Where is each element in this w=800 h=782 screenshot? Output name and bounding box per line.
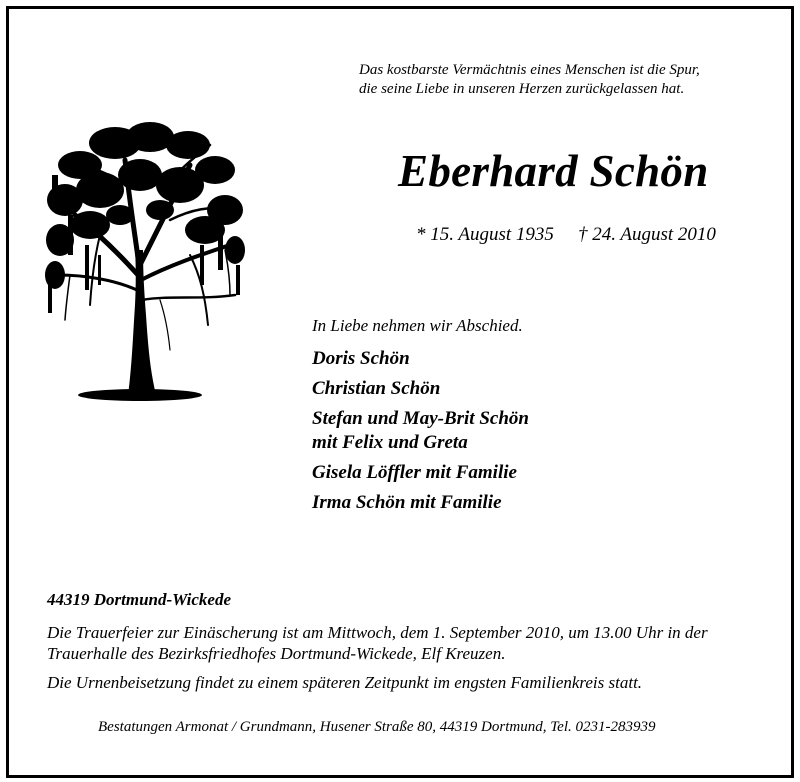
service-line-2: Trauerhalle des Bezirksfriedhofes Dortmund-Wickede, Elf Kreuzen.	[47, 644, 506, 663]
mourner-name: mit Felix und Greta	[312, 432, 468, 453]
quote-line-1: Das kostbarste Vermächtnis eines Menschen ist die Spur,	[359, 62, 700, 78]
mourner-name: Irma Schön mit Familie	[312, 492, 502, 513]
life-dates	[416, 224, 716, 246]
deceased-name: Eberhard Schön	[398, 146, 709, 196]
service-line-1: Die Trauerfeier zur Einäscherung ist am Mittwoch, dem 1. September 2010, um 13.00 Uhr in der	[47, 623, 708, 642]
birth-date: * 15. August 1935	[416, 224, 554, 245]
urn-burial-info: Die Urnenbeisetzung findet zu einem späteren Zeitpunkt im engsten Familienkreis statt.	[47, 673, 643, 692]
death-date: † 24. August 2010	[577, 224, 716, 245]
funeral-service-info	[47, 622, 708, 664]
mourners-list	[312, 347, 529, 515]
mourner-name: Stefan und May-Brit Schön	[312, 408, 529, 429]
quote-line-2: die seine Liebe in unseren Herzen zurückgelassen hat.	[359, 81, 685, 97]
farewell-line: In Liebe nehmen wir Abschied.	[312, 316, 523, 335]
mourner-name: Gisela Löffler mit Familie	[312, 462, 517, 483]
location-line: 44319 Dortmund-Wickede	[47, 590, 232, 609]
undertaker-info: Bestatungen Armonat / Grundmann, Husener Straße 80, 44319 Dortmund, Tel. 0231-283939	[98, 719, 656, 735]
mourner-name: Doris Schön	[312, 348, 410, 369]
memorial-quote	[359, 61, 700, 99]
tree-icon	[40, 115, 250, 405]
mourner-name: Christian Schön	[312, 378, 441, 399]
